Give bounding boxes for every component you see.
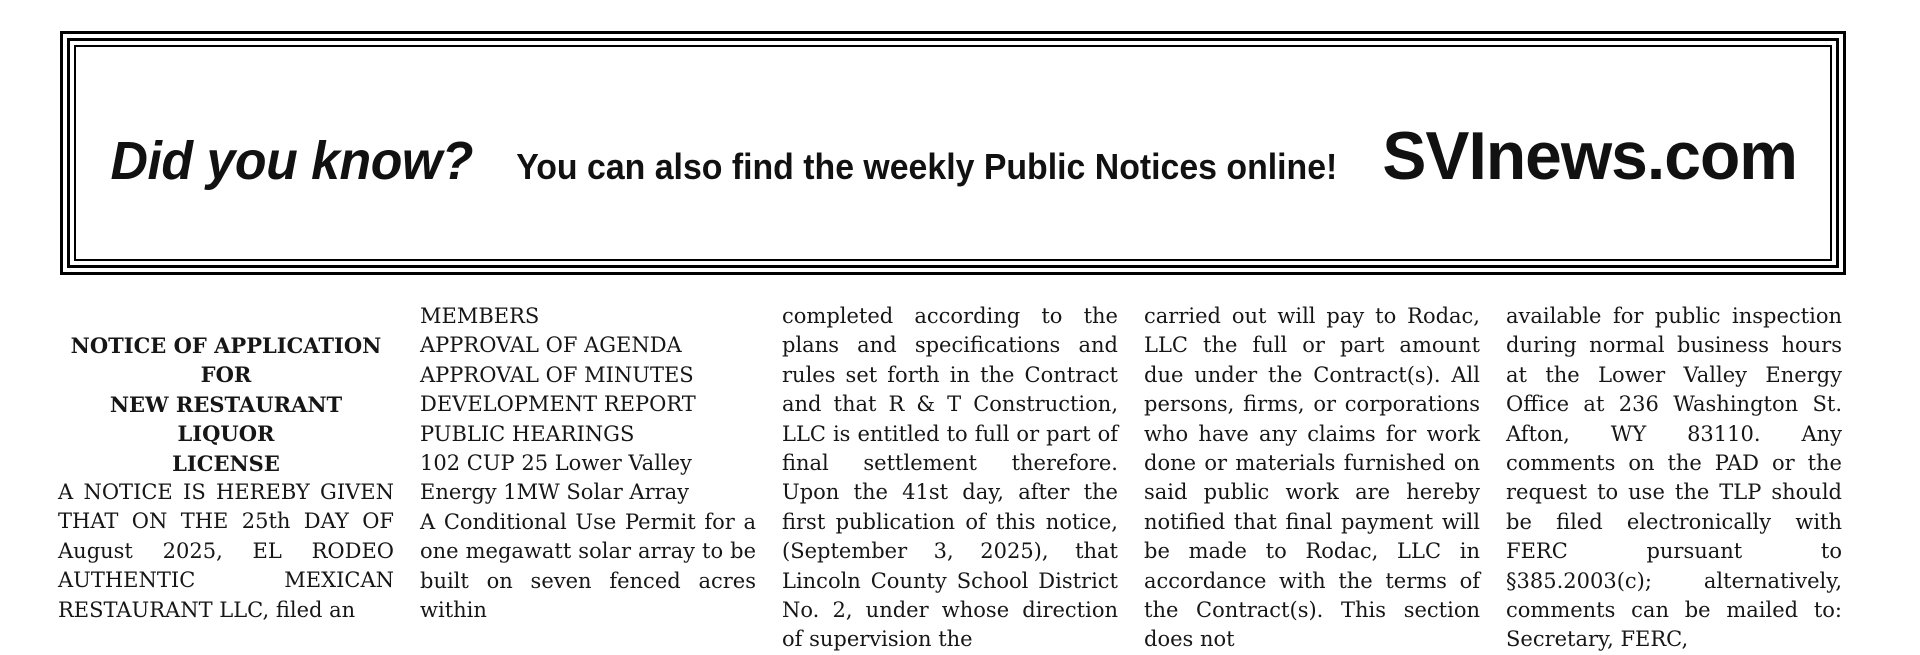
site-link[interactable]: SVInews.com <box>1382 118 1797 194</box>
promo-banner <box>60 31 1846 275</box>
notice-columns <box>58 302 1848 652</box>
rodac-notice-body: carried out will pay to Rodac, LLC the full or part amount due under the Contract(s). All persons, firms, or corporations who have any claims for work done or materials furnished on said public work are hereby notified that final payment will be made to Rodac, LLC in accordance with the terms of the Contract(s). This section does not <box>1144 304 1480 652</box>
agenda-line: MEMBERS <box>420 304 540 328</box>
banner-content <box>74 45 1832 261</box>
contract-notice-body: completed according to the plans and specifications and rules set forth in the Contract and that R & T Construction, LLC is entitled to full or part of final settlement therefore. Upon the 41st day, after the first publication of this notice, (September 3, 2025), that Lincoln County School District No. 2, under whose direction of supervision the <box>782 304 1118 652</box>
agenda-line: APPROVAL OF MINUTES <box>420 362 694 387</box>
heading-line: FOR <box>200 362 252 388</box>
heading-line: NEW RESTAURANT LIQUOR <box>109 391 343 447</box>
heading-line: LICENSE <box>172 450 280 476</box>
column-5 <box>1506 302 1842 655</box>
agenda-line: DEVELOPMENT REPORT <box>420 392 696 417</box>
banner-inner-border <box>67 38 1839 268</box>
column-3 <box>782 302 1118 655</box>
liquor-license-body: A NOTICE IS HEREBY GIVEN THAT ON THE 25th DAY OF August 2025, EL RODEO AUTHENTIC MEXICAN RESTAURANT LLC, filed an <box>58 480 394 622</box>
agenda-line: APPROVAL OF AGENDA <box>420 333 682 358</box>
ferc-notice-body: available for public inspection during normal business hours at the Lower Valley Energy Office at 236 Washington St. Afton, WY 83110. Any comments on the PAD or the request to use the TLP should be filed electronically with FERC pursuant to §385.2003(c); alternatively, comments can be mailed to: Secretary, FERC, <box>1506 304 1842 652</box>
column-2 <box>420 302 756 625</box>
liquor-license-heading <box>58 331 394 478</box>
banner-message: You can also find the weekly Public Notices online! <box>516 146 1338 187</box>
cut-off-previous-text <box>0 0 1920 4</box>
column-1 <box>58 331 394 625</box>
agenda-line: 102 CUP 25 Lower Valley Energy 1MW Solar Array <box>420 451 692 505</box>
agenda-line: PUBLIC HEARINGS <box>420 421 635 446</box>
column-4 <box>1144 302 1480 655</box>
heading-line: NOTICE OF APPLICATION <box>70 333 382 358</box>
banner-line <box>103 117 1803 195</box>
solar-array-description: A Conditional Use Permit for a one megawatt solar array to be built on seven fenced acres within <box>420 509 756 623</box>
did-you-know-text: Did you know? <box>110 131 473 191</box>
